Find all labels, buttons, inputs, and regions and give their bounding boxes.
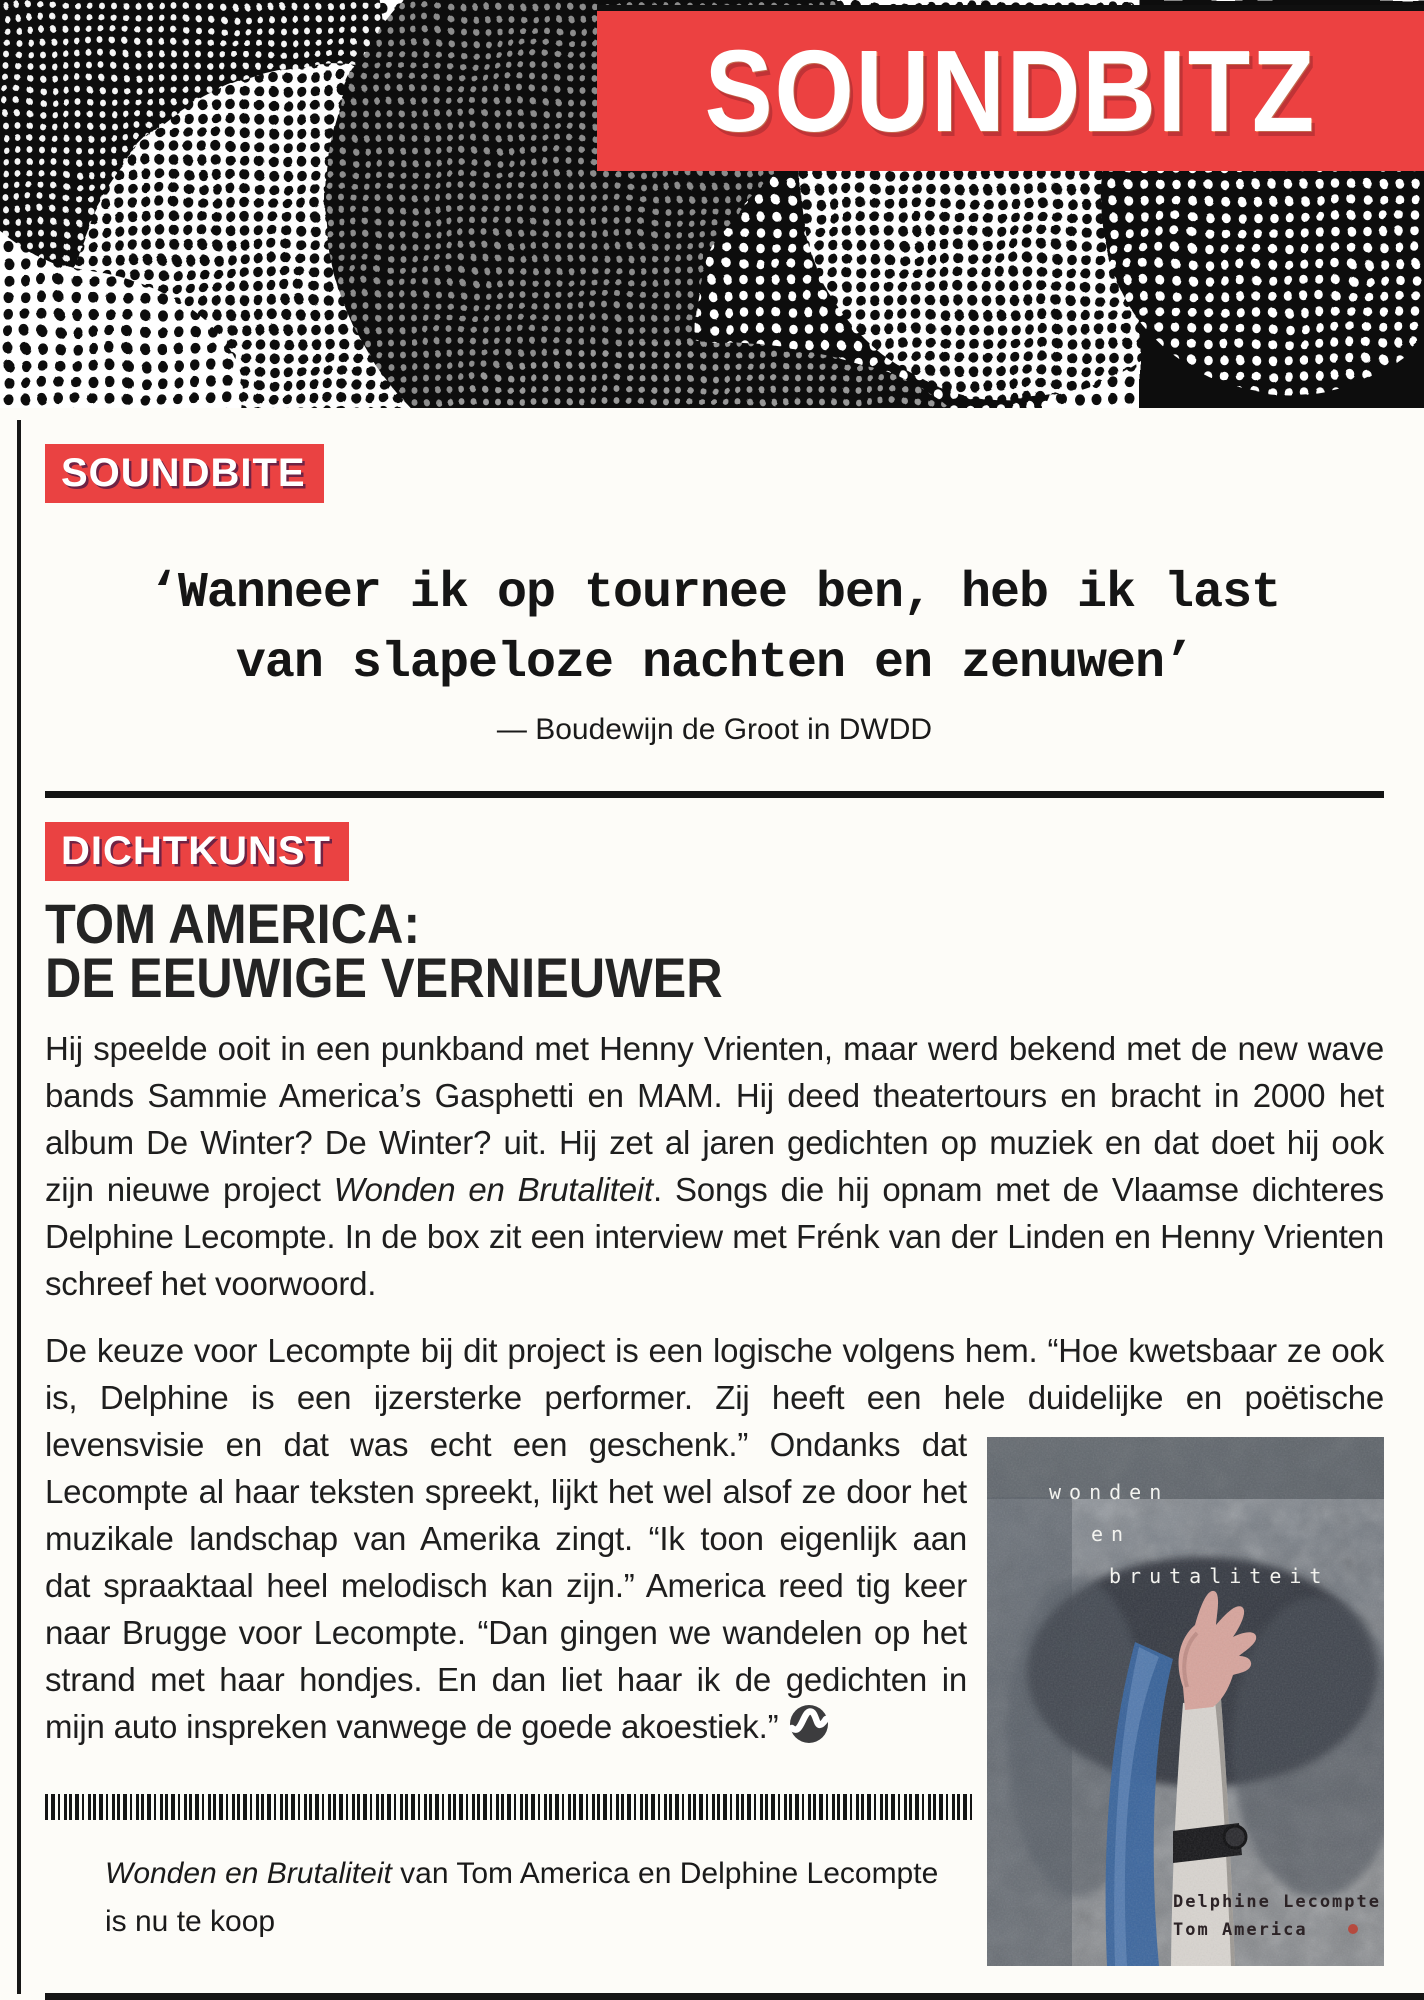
album-credit-line-2: Tom America <box>1173 1920 1308 1940</box>
barcode-divider <box>45 1794 975 1820</box>
page-title-banner <box>597 5 1424 171</box>
soundbite-section-label: SOUNDBITE <box>45 444 324 503</box>
content-column <box>0 408 1424 1980</box>
article-paragraph-1 <box>45 1025 1384 1307</box>
pull-quote-line-1: ‘Wanneer ik op tournee ben, heb ik last <box>148 565 1281 622</box>
article-title <box>45 892 1384 1009</box>
section-divider-rule <box>45 791 1384 798</box>
pull-quote-line-2: van slapeloze nachten en zenuwen’ <box>235 635 1194 692</box>
album-title-line-3: brutaliteit <box>1109 1564 1330 1588</box>
album-cover-art <box>987 1437 1384 1966</box>
paragraph-1-tail: . Songs die hij opnam met de Vlaamse dichteres Delphine Lecompte. In de box zit een interview met Frénk van der Linden en Henny Vrienten schreef het voorwoord. <box>45 1171 1384 1302</box>
album-caption-title: Wonden en Brutaliteit <box>105 1857 392 1890</box>
pull-quote <box>45 559 1384 699</box>
album-caption-line-2: is nu te koop <box>105 1905 276 1938</box>
album-credit-line-1: Delphine Lecompte <box>1173 1892 1381 1912</box>
paragraph-2-part-1: De keuze voor Lecompte bij dit project is een logische volgens hem. “Hoe kwetsbaar ze ook is, Delphine is een ijzersterke performer. Zij heeft een hele duidelijke en poëtische <box>45 1332 1384 1416</box>
article-end-icon <box>788 1703 830 1745</box>
album-caption-rest: van Tom America en Delphine Lecompte <box>391 1857 939 1890</box>
quote-attribution: — Boudewijn de Groot in DWDD <box>496 713 933 746</box>
page-title: SOUNDBITZ <box>704 26 1317 156</box>
album-red-speck <box>1348 1924 1358 1934</box>
album-title-line-2: en <box>1091 1522 1132 1546</box>
dichtkunst-section-label: DICHTKUNST <box>45 822 349 881</box>
album-cover-image <box>987 1437 1384 1966</box>
article-title-line-2: DE EEUWIGE VERNIEUWER <box>45 946 723 1009</box>
article-title-line-1: TOM AMERICA: <box>45 892 421 955</box>
album-title-line-1: wonden <box>1049 1480 1170 1504</box>
paragraph-2-part-2: levensvisie en dat was echt een geschenk.” Ondanks dat Lecompte al haar teksten spreekt, lijkt het wel alsof ze door het muzikale landschap van Amerika zingt. “Ik toon eigenlijk aan dat spraaktaal heel melodisch kan zijn.” America reed tig keer naar Brugge voor Lecompte. “Dan gingen we wandelen op het strand met haar hondjes. En dan liet haar ik de gedichten in mijn auto inspreken vanwege de goede akoestiek.” <box>45 1426 967 1745</box>
paragraph-1-album-title: Wonden en Brutaliteit <box>333 1171 654 1208</box>
paragraph-1-lead: Hij speelde ooit in een punkband met Henny Vrienten, maar werd bekend met de new wave bands Sammie America’s Gasphetti en MAM. Hij deed theatertours en bracht in 2000 het album De Winter? De Winter? uit. Hij zet al jaren gedichten op muziek en dat doet hij ook zijn nieuwe project <box>45 1030 1384 1208</box>
bottom-rule <box>45 1993 1424 2000</box>
